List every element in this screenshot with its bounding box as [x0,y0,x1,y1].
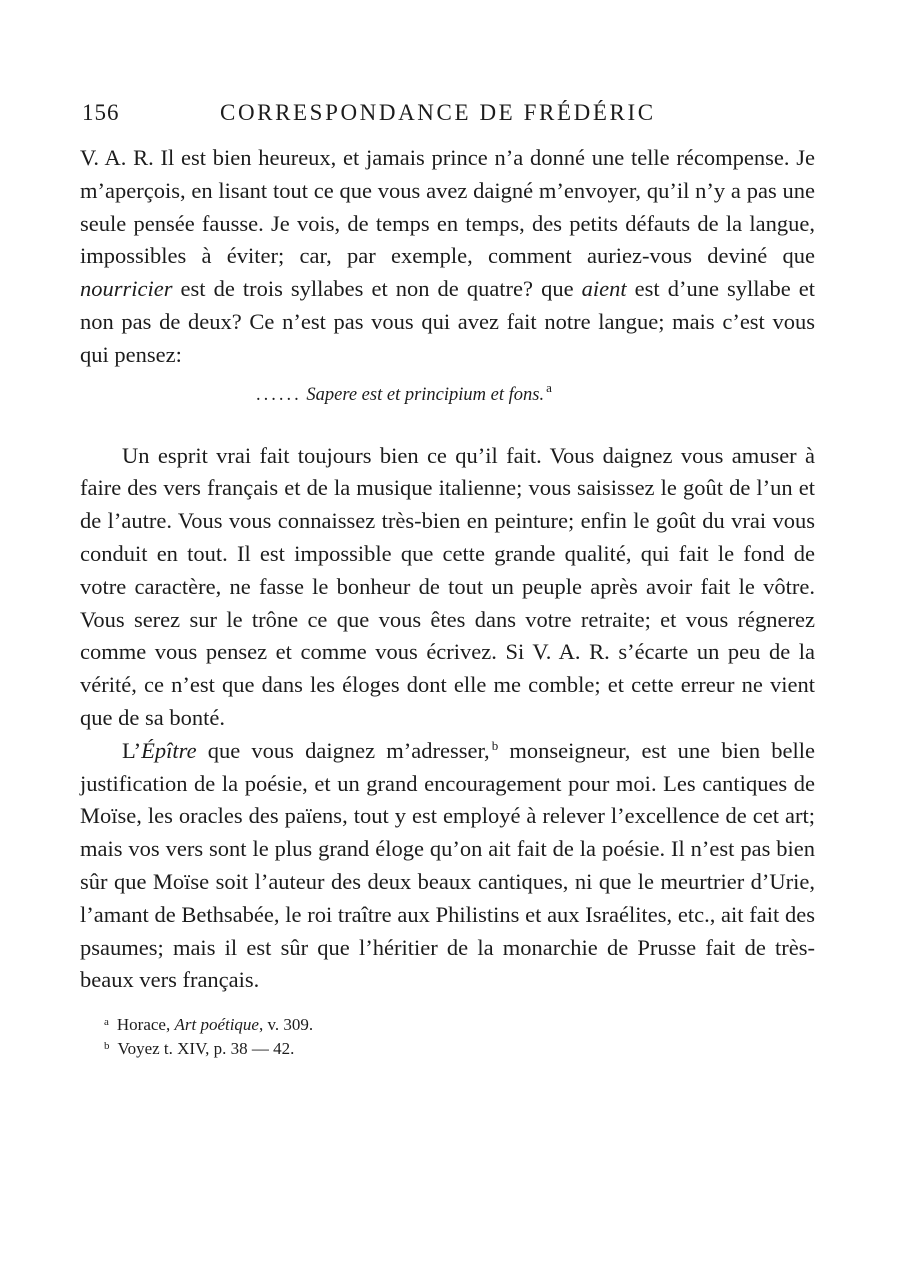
footnote-text: Horace, [116,1015,175,1035]
page-number: 156 [82,100,120,125]
text-run: est de trois syllabes et non de quatre? que [172,276,582,302]
running-title: CORRESPONDANCE DE FRÉDÉRIC [220,100,656,125]
text-run: L’ [122,737,142,763]
footnote-text: Voyez t. XIV, p. 38 — 42. [117,1039,295,1059]
footnote-italic: Art poétique [174,1015,259,1035]
footnote-ref-a: a [546,379,552,395]
footnote-a [104,1013,815,1037]
text-run: est d’une syllabe et non pas de deux? Ce n’est pas vous qui avez fait notre langue; mais c’est vous qui pensez: [80,276,815,367]
paragraph-1 [80,142,815,372]
paragraph-2: Un esprit vrai fait toujours bien ce qu’il fait. Vous daignez vous amuser à faire des vers français et de la musique italienne; vous saisissez le goût de l’un et de l’autre. Vous vous connaissez très-bien en peinture; enfin le goût du vrai vous conduit en tout. Il est impossible que cette grande qualité, qui fait le fond de votre caractère, ne fasse le bonheur de tout un peuple après avoir fait le vôtre. Vous serez sur le trône ce que vous êtes dans votre retraite; et vous régnerez comme vous pensez et comme vous écrivez. Si V. A. R. s’écarte un peu de la vérité, ce n’est que dans les éloges dont elle me comble; et cette erreur ne vient que de sa bonté. [80,442,815,730]
latin-quotation [80,380,815,410]
footnotes [80,1013,815,1061]
footnote-ref-b: b [491,737,499,753]
running-head [80,96,815,136]
book-page [80,96,815,1061]
body-text [80,142,815,997]
footnote-b [104,1037,815,1061]
text-run: V. A. R. Il est bien heureux, et jamais prince n’a donné une telle récompense. Je m’aperçois, en lisant tout ce que vous avez daigné m’envoyer, qu’il n’y a pas une seule pensée fausse. Je vois, de temps en temps, des petits défauts de la langue, impossibles à éviter; car, par exemple, comment auriez-vous deviné que [80,145,815,269]
italic-word: Épître [141,737,197,763]
ellipsis: ...... [256,384,302,405]
quote-text: Sapere est et principium et fons. [306,384,545,405]
italic-word: aient [581,276,627,302]
italic-word: nourricier [80,276,173,302]
paragraph-3 [80,735,815,997]
text-run: que vous daignez m’adresser, [196,737,490,763]
footnote-text: , v. 309. [258,1015,314,1035]
footnote-marker: a [104,1016,109,1029]
text-run: monseigneur, est une bien belle justification de la poésie, et un grand encouragement pour moi. Les cantiques de Moïse, les oracles des païens, tout y est employé à relever l’excellence de cet art; mais vos vers sont le plus grand éloge qu’on ait fait de la poésie. Il n’est pas bien sûr que Moïse soit l’auteur des deux beaux cantiques, ni que le meurtrier d’Urie, l’amant de Bethsabée, le roi traître aux Philistins et aux Israélites, etc., ait fait des psaumes; mais il est sûr que l’héritier de la monarchie de Prusse fait de très-beaux vers français. [80,737,815,993]
footnote-marker: b [104,1040,110,1053]
